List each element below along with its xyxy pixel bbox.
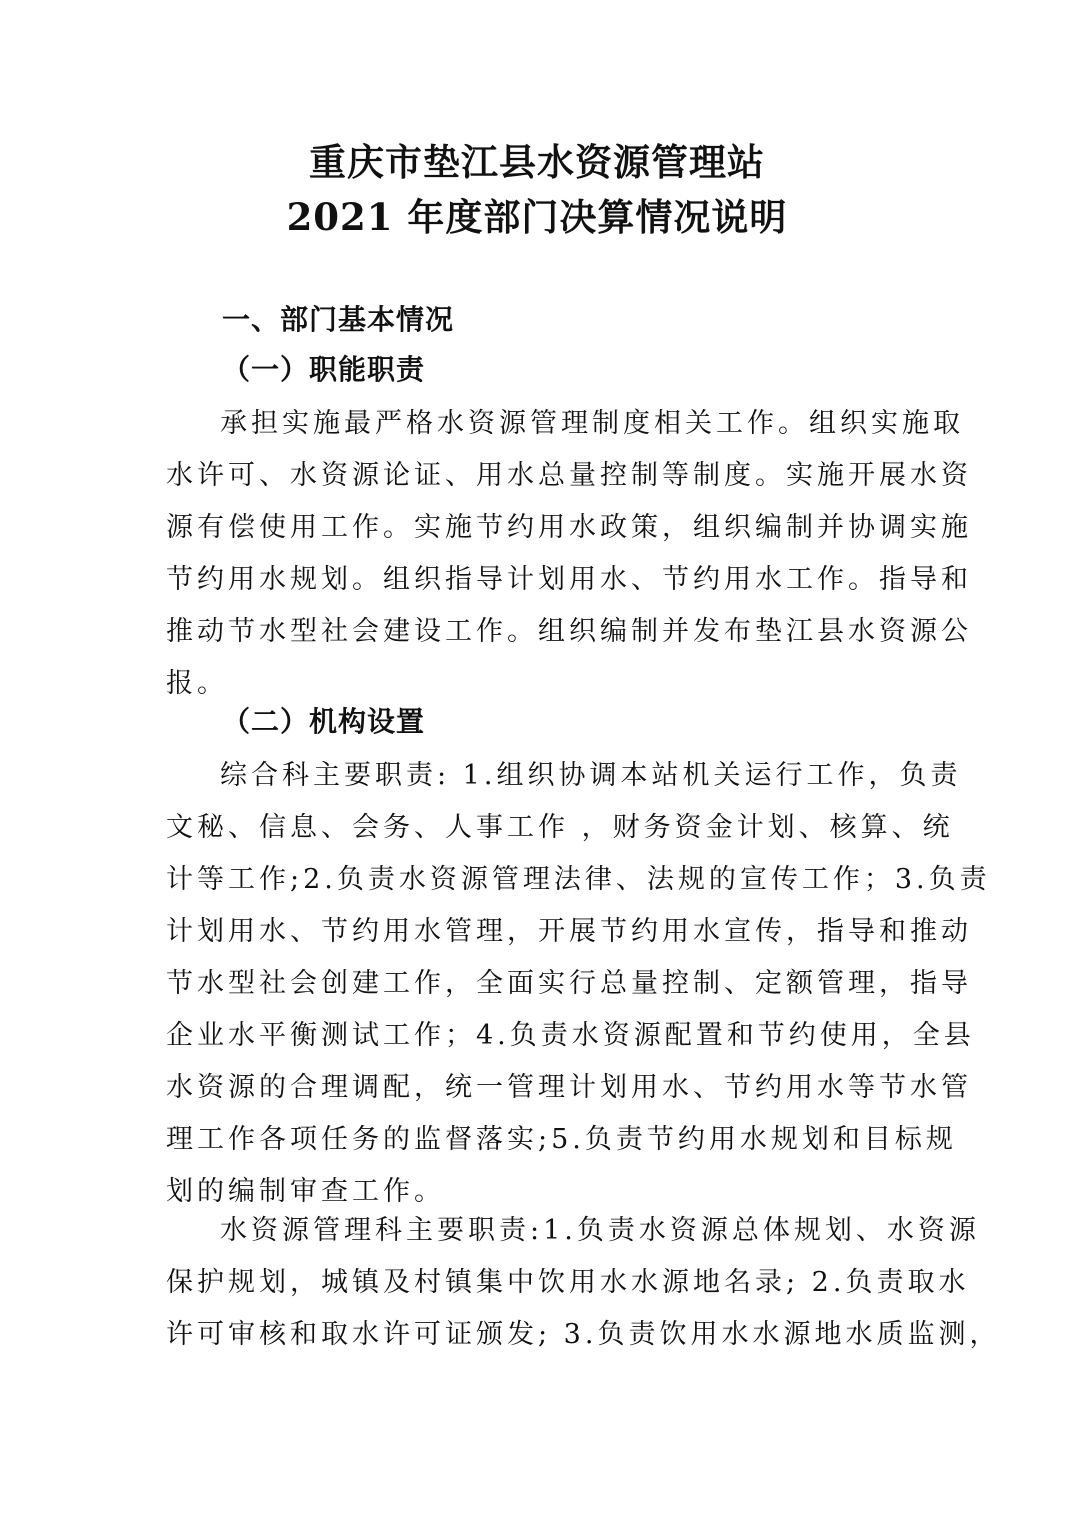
document-title-line2: 2021 年度部门决算情况说明 [286,195,788,239]
paragraph-line: 承担实施最严格水资源管理制度相关工作。组织实施取 [220,408,964,439]
paragraph-line: 计等工作;2.负责水资源管理法律、法规的宣传工作；3.负责 [166,864,991,895]
paragraph-line: 文秘、信息、会务、人事工作 ，财务资金计划、核算、统 [166,812,954,843]
paragraph-line: 计划用水、节约用水管理，开展节约用水宣传，指导和推动 [166,916,972,947]
document-title-line1: 重庆市垫江县水资源管理站 [309,140,765,184]
paragraph-line: 水资源管理科主要职责:1.负责水资源总体规划、水资源 [220,1215,980,1246]
functions-paragraph [166,398,972,710]
sub1-heading: （一）职能职责 [222,353,426,386]
paragraph-line: 理工作各项任务的监督落实;5.负责节约用水规划和目标规 [166,1124,957,1155]
paragraph-line: 保护规划，城镇及村镇集中饮用水水源地名录; 2.负责取水 [166,1267,970,1298]
paragraph-line: 水许可、水资源论证、用水总量控制等制度。实施开展水资 [166,460,972,491]
paragraph-line: 企业水平衡测试工作；4.负责水资源配置和节约使用，全县 [166,1020,975,1051]
paragraph-line: 综合科主要职责: 1.组织协调本站机关运行工作，负责 [220,760,962,791]
paragraph-line: 推动节水型社会建设工作。组织编制并发布垫江县水资源公 [166,616,972,647]
sub2-heading: （二）机构设置 [222,705,426,738]
paragraph-line: 许可审核和取水许可证颁发; 3.负责饮用水水源地水质监测， [166,1319,1001,1350]
paragraph-line: 划的编制审查工作。 [166,1176,445,1207]
general-office-paragraph [166,750,991,1218]
paragraph-line: 报。 [166,668,228,699]
paragraph-line: 源有偿使用工作。实施节约用水政策，组织编制并协调实施 [166,512,972,543]
paragraph-line: 节水型社会创建工作，全面实行总量控制、定额管理，指导 [166,968,972,999]
paragraph-line: 节约用水规划。组织指导计划用水、节约用水工作。指导和 [166,564,972,595]
paragraph-line: 水资源的合理调配，统一管理计划用水、节约用水等节水管 [166,1072,972,1103]
section1-heading: 一、部门基本情况 [222,303,455,336]
water-resources-paragraph [166,1205,1001,1361]
